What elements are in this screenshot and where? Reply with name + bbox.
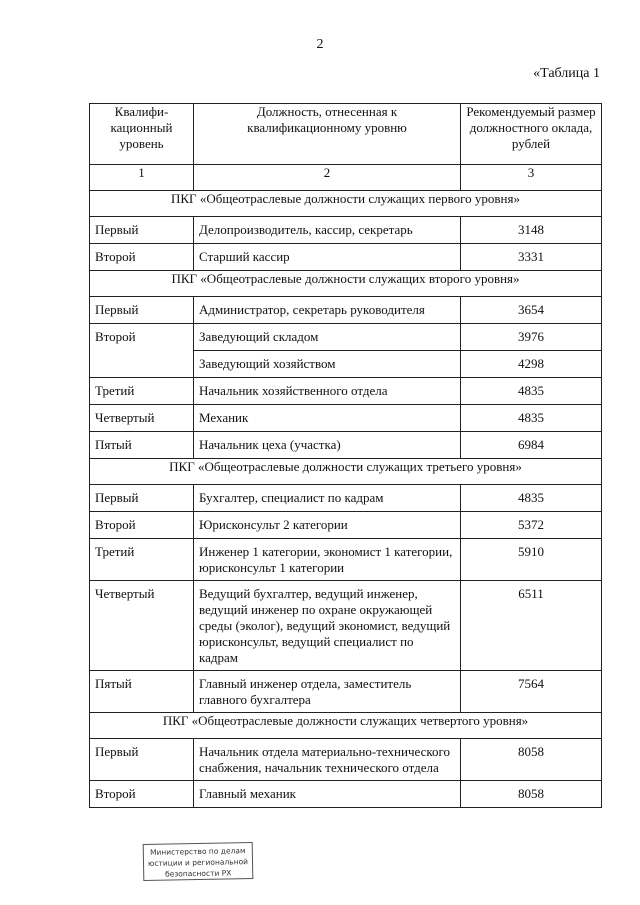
salary-cell: 8058	[461, 781, 602, 808]
table-row	[90, 781, 602, 808]
table-row	[90, 485, 602, 512]
salary-cell: 6984	[461, 432, 602, 459]
column-number: 1	[90, 165, 194, 191]
position-cell: Начальник отдела материально-технического снабжения, начальник технического отдела	[194, 739, 461, 781]
level-cell: Пятый	[90, 671, 194, 713]
salary-cell: 7564	[461, 671, 602, 713]
table-caption: «Таблица 1	[533, 66, 600, 81]
position-cell: Начальник хозяйственного отдела	[194, 378, 461, 405]
table-row	[90, 432, 602, 459]
level-cell: Первый	[90, 485, 194, 512]
stamp-line: безопасности РХ	[164, 868, 232, 879]
position-cell: Бухгалтер, специалист по кадрам	[194, 485, 461, 512]
level-cell: Четвертый	[90, 581, 194, 671]
table-header-row	[90, 104, 602, 165]
stamp-line: юстиции и региональной	[147, 857, 249, 868]
salary-cell: 4835	[461, 378, 602, 405]
position-cell: Делопроизводитель, кассир, секретарь	[194, 217, 461, 244]
position-cell: Ведущий бухгалтер, ведущий инженер, ведущий инженер по охране окружающей среды (эколог), ведущий экономист, ведущий юрисконсульт, ведущий специалист по кадрам	[194, 581, 461, 671]
position-cell: Заведующий хозяйством	[194, 351, 461, 378]
salary-cell: 6511	[461, 581, 602, 671]
column-number: 2	[194, 165, 461, 191]
level-cell: Пятый	[90, 432, 194, 459]
level-cell: Третий	[90, 539, 194, 581]
table-row	[90, 324, 602, 351]
ministry-stamp	[143, 842, 254, 881]
position-cell: Заведующий складом	[194, 324, 461, 351]
salary-table	[89, 103, 602, 808]
page-number: 2	[316, 37, 324, 52]
salary-cell: 4298	[461, 351, 602, 378]
table-row	[90, 297, 602, 324]
position-cell: Главный инженер отдела, заместитель главного бухгалтера	[194, 671, 461, 713]
level-cell: Второй	[90, 244, 194, 271]
position-cell: Начальник цеха (участка)	[194, 432, 461, 459]
table-row	[90, 405, 602, 432]
salary-cell: 3148	[461, 217, 602, 244]
table-row	[90, 671, 602, 713]
table-row	[90, 378, 602, 405]
level-cell: Первый	[90, 297, 194, 324]
group-title: ПКГ «Общеотраслевые должности служащих четвертого уровня»	[90, 713, 602, 739]
position-cell: Администратор, секретарь руководителя	[194, 297, 461, 324]
level-cell: Второй	[90, 324, 194, 378]
level-cell: Третий	[90, 378, 194, 405]
group-title: ПКГ «Общеотраслевые должности служащих второго уровня»	[90, 271, 602, 297]
position-cell: Инженер 1 категории, экономист 1 категории, юрисконсульт 1 категории	[194, 539, 461, 581]
level-cell: Четвертый	[90, 405, 194, 432]
position-cell: Главный механик	[194, 781, 461, 808]
salary-cell: 8058	[461, 739, 602, 781]
salary-cell: 4835	[461, 485, 602, 512]
position-cell: Юрисконсульт 2 категории	[194, 512, 461, 539]
group-title: ПКГ «Общеотраслевые должности служащих первого уровня»	[90, 191, 602, 217]
salary-cell: 3654	[461, 297, 602, 324]
position-cell: Механик	[194, 405, 461, 432]
table-row	[90, 512, 602, 539]
position-cell: Старший кассир	[194, 244, 461, 271]
group-title: ПКГ «Общеотраслевые должности служащих третьего уровня»	[90, 459, 602, 485]
stamp-line: Министерство по делам	[149, 846, 246, 857]
table-row	[90, 217, 602, 244]
group-title-row	[90, 713, 602, 739]
table-row	[90, 244, 602, 271]
level-cell: Второй	[90, 512, 194, 539]
column-number-row	[90, 165, 602, 191]
header-salary: Рекомендуемый размер должностного оклада, рублей	[461, 104, 602, 165]
salary-cell: 4835	[461, 405, 602, 432]
column-number: 3	[461, 165, 602, 191]
salary-cell: 3976	[461, 324, 602, 351]
salary-cell: 3331	[461, 244, 602, 271]
level-cell: Второй	[90, 781, 194, 808]
level-cell: Первый	[90, 739, 194, 781]
table-row	[90, 581, 602, 671]
group-title-row	[90, 271, 602, 297]
level-cell: Первый	[90, 217, 194, 244]
group-title-row	[90, 191, 602, 217]
salary-cell: 5372	[461, 512, 602, 539]
header-qualification-level: Квалифи-кационный уровень	[90, 104, 194, 165]
header-position: Должность, отнесенная к квалификационному уровню	[194, 104, 461, 165]
table-row	[90, 539, 602, 581]
salary-cell: 5910	[461, 539, 602, 581]
group-title-row	[90, 459, 602, 485]
table-row	[90, 739, 602, 781]
